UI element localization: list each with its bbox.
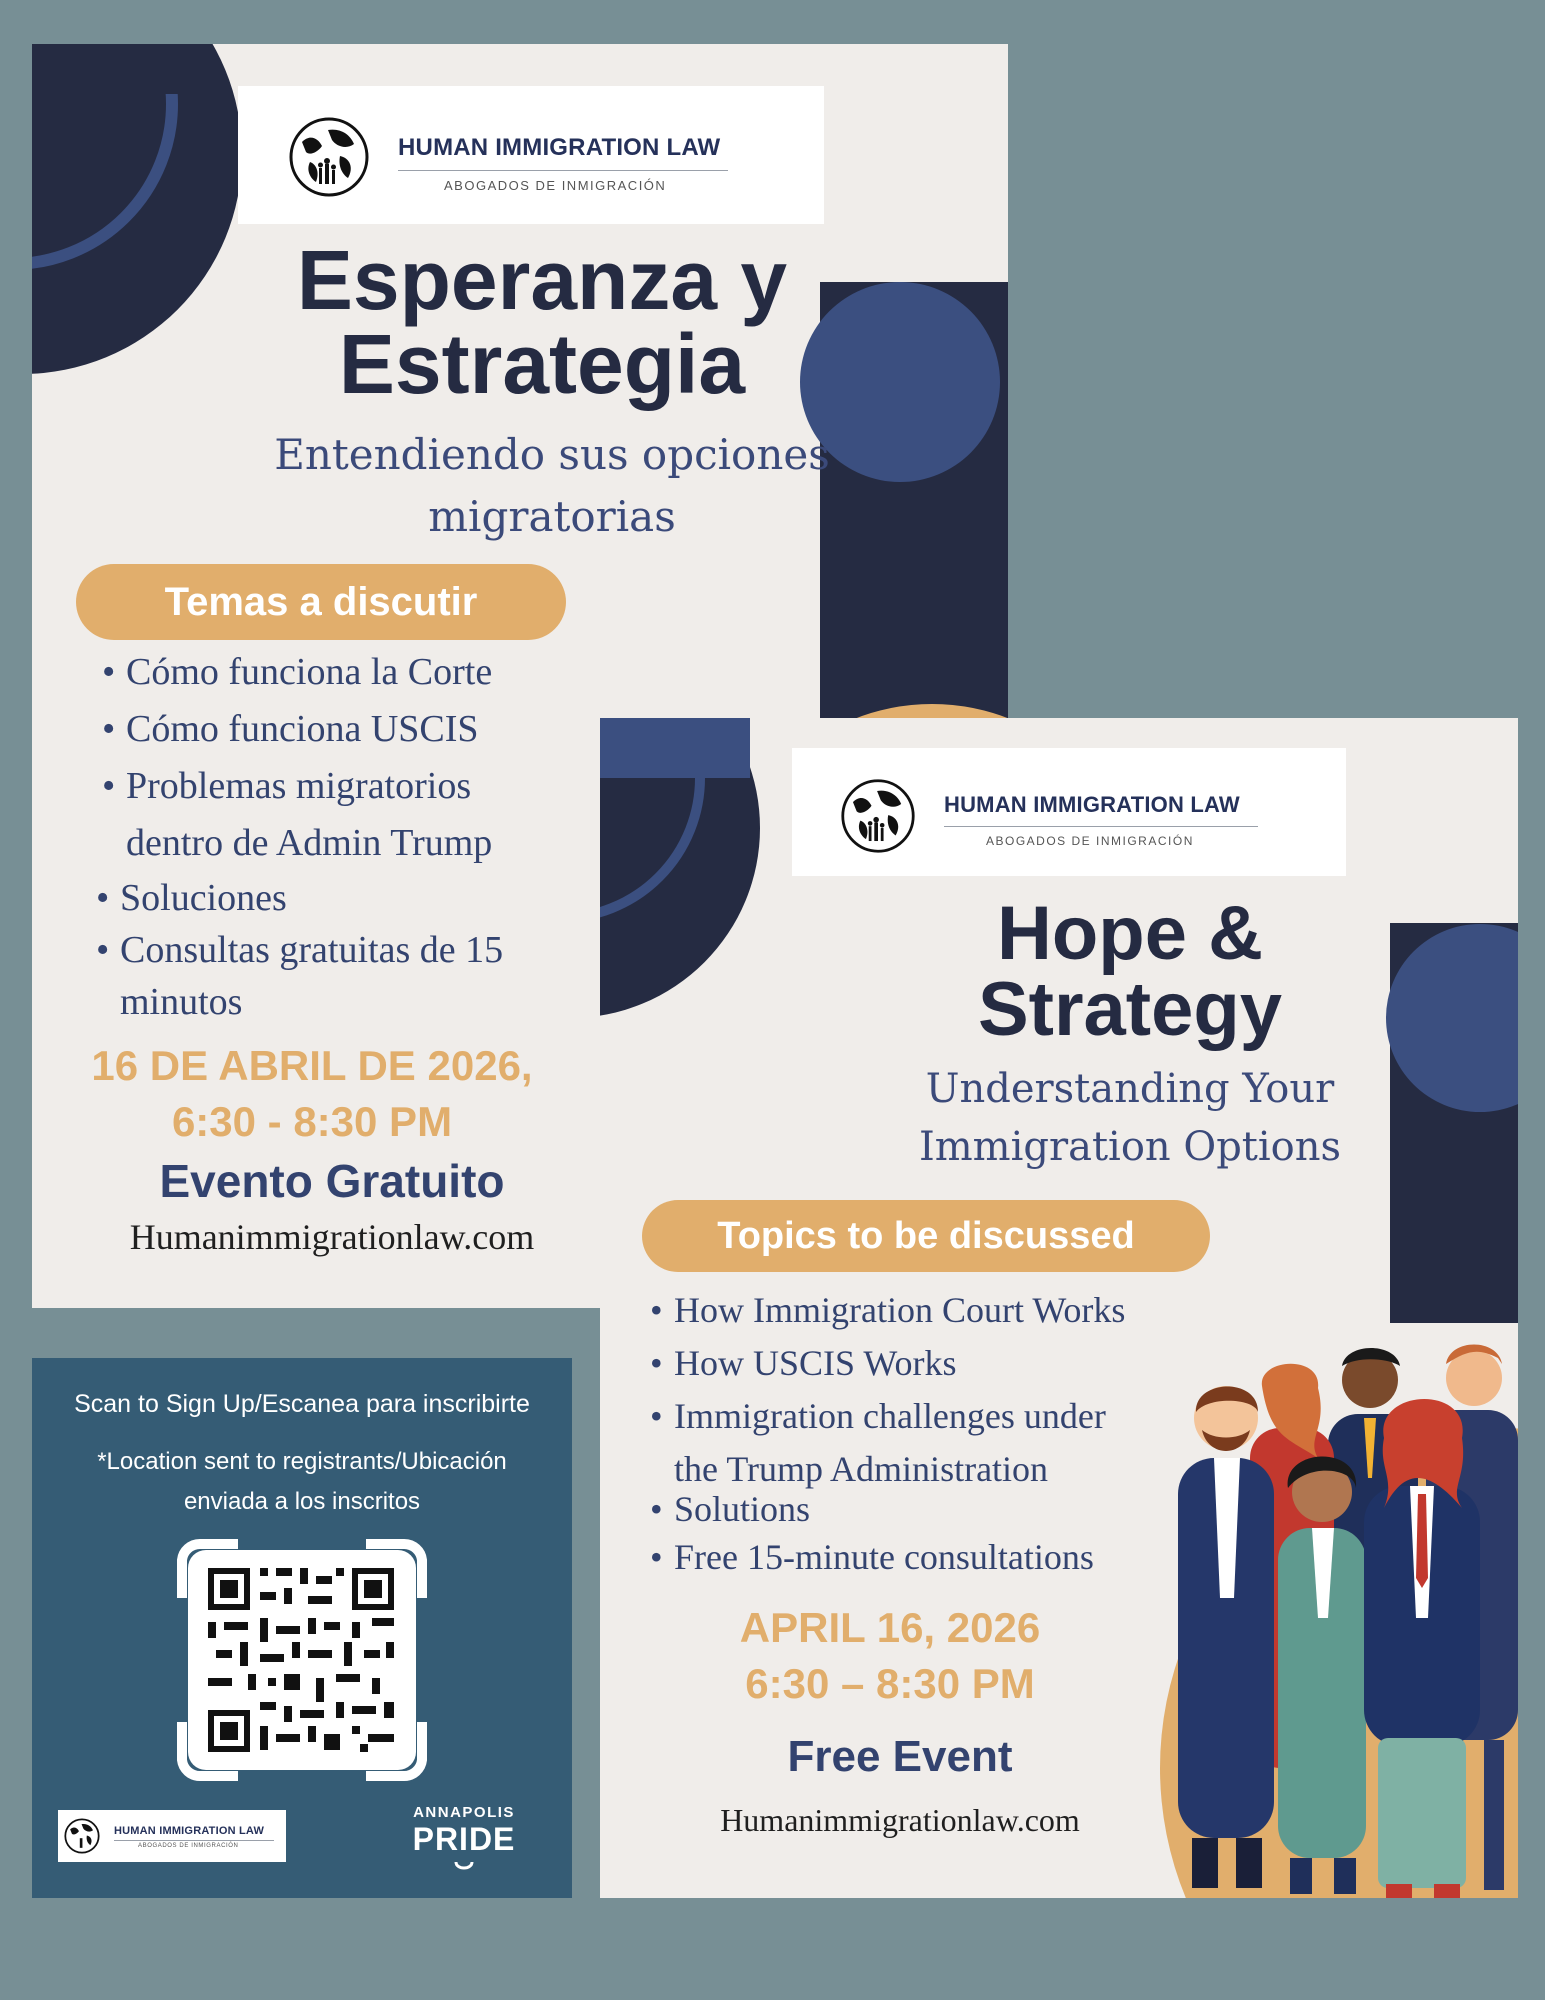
english-flyer	[600, 718, 1518, 1898]
location-note-line: *Location sent to registrants/Ubicación	[97, 1448, 507, 1475]
topics-list	[120, 644, 509, 1028]
logo-title: HUMAN IMMIGRATION LAW	[398, 134, 721, 161]
date-line: 16 DE ABRIL DE 2026,	[91, 1042, 533, 1089]
location-note-line: enviada a los inscritos	[183, 1488, 421, 1515]
logo-title: HUMAN IMMIGRATION LAW	[944, 792, 1240, 817]
free-event-label: Evento Gratuito	[159, 1155, 505, 1207]
signup-heading: Scan to Sign Up/Escanea para inscribirte	[74, 1390, 530, 1418]
logo-subtitle: ABOGADOS DE INMIGRACIÓN	[986, 834, 1194, 848]
page-title	[232, 233, 852, 411]
mini-logo	[58, 1810, 286, 1862]
location-note	[32, 1442, 572, 1522]
logo-box	[792, 748, 1346, 876]
event-date	[52, 1038, 572, 1150]
topics-heading: Topics to be discussed	[642, 1200, 1210, 1272]
logo-divider	[398, 170, 728, 171]
list-item-continuation: dentro de Admin Trump	[126, 822, 493, 864]
list-item: • Cómo funciona USCIS	[126, 701, 509, 758]
anchor-icon	[452, 1826, 476, 1874]
subtitle-line: Immigration Options	[918, 1124, 1342, 1170]
logo-box	[238, 86, 824, 224]
list-item: • Free 15-minute consultations	[674, 1533, 1125, 1581]
list-item: • How Immigration Court Works	[674, 1284, 1125, 1337]
topics-list	[674, 1284, 1125, 1581]
globe-family-icon	[64, 1818, 100, 1854]
subtitle	[192, 424, 912, 548]
list-item: • Problemas migratorios	[126, 758, 509, 815]
title-line: Estrategia	[338, 317, 746, 411]
logo-divider	[944, 826, 1258, 827]
free-event-label: Free Event	[787, 1732, 1013, 1781]
people-illustration	[1178, 1318, 1518, 1898]
list-item: • How USCIS Works	[674, 1337, 1125, 1390]
list-item: • Solutions	[674, 1485, 1125, 1533]
title-line: Hope &	[997, 891, 1263, 976]
list-item: • Immigration challenges under	[674, 1390, 1125, 1443]
subtitle-line: Understanding Your	[925, 1066, 1335, 1112]
date-line: APRIL 16, 2026	[739, 1604, 1041, 1651]
website-link[interactable]: Humanimmigrationlaw.com	[720, 1802, 1080, 1838]
logo-title: HUMAN IMMIGRATION LAW	[114, 1825, 265, 1837]
qr-frame	[176, 1538, 428, 1782]
globe-family-icon	[840, 778, 916, 854]
logo-divider	[114, 1840, 274, 1841]
logo-subtitle: ABOGADOS DE INMIGRACIÓN	[138, 1843, 239, 1849]
globe-family-icon	[288, 116, 370, 198]
partner-name-bottom: PRIDE	[412, 1821, 516, 1857]
time-line: 6:30 – 8:30 PM	[745, 1660, 1035, 1707]
subtitle-line: migratorias	[428, 492, 676, 541]
subtitle-line: Entendiendo sus opciones	[274, 430, 830, 479]
list-item: • Cómo funciona la Corte	[126, 644, 509, 701]
event-date	[640, 1600, 1140, 1712]
subtitle	[720, 1060, 1518, 1176]
annapolis-pride-logo	[404, 1804, 524, 1874]
website-link[interactable]: Humanimmigrationlaw.com	[129, 1217, 535, 1257]
time-line: 6:30 - 8:30 PM	[171, 1098, 453, 1145]
list-item: • Soluciones	[120, 872, 503, 924]
title-line: Strategy	[977, 967, 1283, 1052]
signup-card	[32, 1358, 572, 1898]
title-line: Esperanza y	[296, 233, 788, 327]
topics-heading: Temas a discutir	[76, 564, 566, 640]
list-item-continuation: minutos	[120, 981, 243, 1023]
list-item-continuation: the Trump Administration	[674, 1449, 1049, 1489]
partner-name-top: ANNAPOLIS	[413, 1804, 515, 1821]
logo-subtitle: ABOGADOS DE INMIGRACIÓN	[444, 178, 667, 193]
list-item: • Consultas gratuitas de 15	[120, 924, 503, 976]
page-title	[760, 891, 1500, 1052]
qr-code-icon[interactable]	[176, 1538, 428, 1782]
